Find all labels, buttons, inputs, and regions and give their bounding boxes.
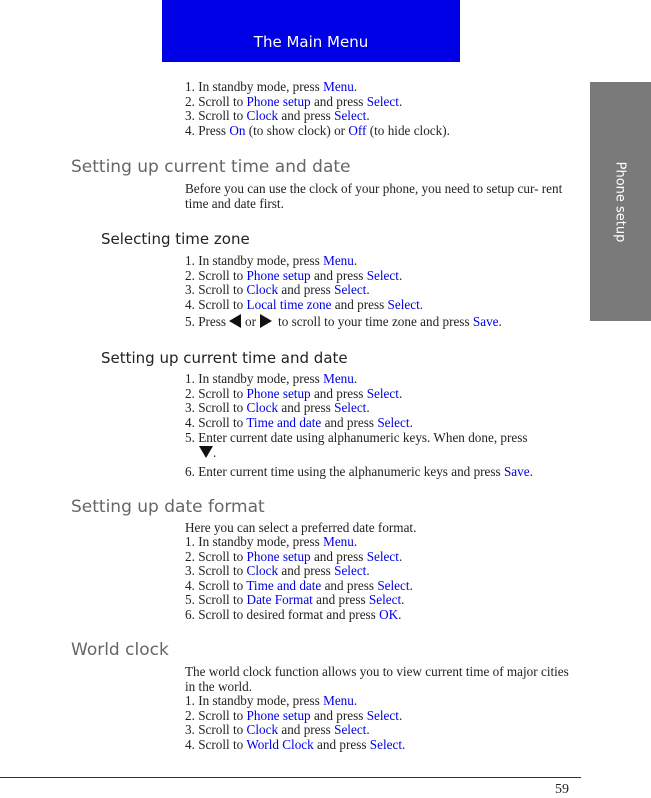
step-text: 6. Scroll to desired format and press — [185, 606, 380, 622]
step-text: 2. Scroll to — [185, 93, 247, 109]
menu-keyword: Phone setup — [246, 385, 311, 401]
step-line — [185, 694, 581, 709]
step-line — [185, 95, 581, 110]
menu-keyword: Select — [334, 722, 367, 738]
step-text: . — [398, 548, 403, 564]
left-arrow-key-icon — [229, 314, 241, 328]
step-text: and press — [278, 563, 335, 579]
menu-keyword: Select — [334, 563, 367, 579]
page-header-title: The Main Menu — [253, 33, 369, 51]
step-text: 4. Scroll to — [185, 736, 247, 752]
time-zone-step-5 — [185, 314, 581, 330]
step-line — [185, 109, 581, 124]
menu-keyword: Select — [368, 592, 402, 608]
step-text: 5. Enter current date using alphanumeric keys. When done, press — [185, 430, 528, 445]
keyword-save: Save — [472, 314, 499, 329]
step-text: 3. Scroll to — [185, 563, 247, 579]
step-line — [185, 608, 581, 623]
footer-rule — [0, 777, 581, 778]
step-line — [185, 80, 581, 95]
step-text: 1. In standby mode, press — [185, 371, 324, 386]
step-text: 2. Scroll to — [185, 385, 247, 401]
section-heading-time-date: Setting up current time and date — [71, 157, 351, 177]
menu-keyword: Phone setup — [246, 548, 311, 564]
menu-keyword: Select — [366, 385, 399, 401]
step-text: . — [401, 592, 405, 608]
step-line — [185, 416, 581, 431]
step-text: . — [353, 79, 358, 94]
step-text: . — [366, 282, 370, 298]
step-text: . — [398, 93, 403, 109]
menu-keyword: World Clock — [246, 736, 314, 752]
step-text: . — [366, 563, 370, 579]
step-text: . — [366, 722, 370, 738]
menu-keyword: Select — [369, 736, 403, 752]
step-text: 4. Press — [185, 122, 230, 138]
menu-keyword: Clock — [246, 563, 279, 579]
menu-keyword: Clock — [246, 108, 279, 124]
step-text: 1. In standby mode, press — [185, 693, 324, 708]
step-text: . — [398, 707, 403, 723]
step-text: . — [398, 267, 403, 283]
step-text: 1. In standby mode, press — [185, 79, 324, 94]
step-text: and press — [310, 267, 367, 283]
step-line — [185, 254, 581, 269]
step-line — [185, 709, 581, 724]
date-format-steps — [185, 535, 581, 623]
step-line — [185, 269, 581, 284]
menu-keyword: Select — [334, 282, 367, 298]
subheading-time-zone: Selecting time zone — [101, 230, 250, 248]
menu-keyword: Select — [366, 548, 399, 564]
step-line — [185, 124, 581, 139]
page-number: 59 — [555, 782, 569, 797]
menu-keyword: Select — [366, 267, 399, 283]
section-heading-world-clock: World clock — [71, 640, 169, 660]
step-text: and press — [278, 282, 335, 298]
page-header-banner — [162, 0, 460, 62]
menu-keyword: Menu — [323, 693, 354, 708]
menu-keyword: On — [229, 122, 246, 138]
keyword-save: Save — [503, 463, 530, 479]
step-text: or — [245, 314, 257, 329]
step-text: . — [409, 414, 413, 430]
menu-keyword: Time and date — [246, 577, 322, 593]
step-text: 4. Scroll to — [185, 577, 247, 593]
menu-keyword: Menu — [323, 79, 354, 94]
side-tab-label: Phone setup — [612, 161, 628, 243]
current-time-date-steps — [185, 372, 581, 430]
down-arrow-key-icon — [199, 446, 213, 458]
step-text: . — [353, 534, 358, 549]
step-text: . — [419, 296, 424, 312]
step-line — [185, 535, 581, 550]
step-text: (to show clock) or — [245, 122, 349, 138]
subheading-current-time-date: Setting up current time and date — [101, 349, 348, 367]
step-text: . — [366, 400, 370, 416]
step-text: . — [498, 314, 502, 329]
menu-keyword: Menu — [323, 253, 354, 268]
step-text: 3. Scroll to — [185, 400, 247, 416]
menu-keyword: Phone setup — [246, 267, 311, 283]
menu-keyword: Select — [387, 296, 420, 312]
step-text: 3. Scroll to — [185, 108, 247, 124]
step-text: and press — [278, 400, 335, 416]
current-time-date-step-5-6 — [185, 431, 581, 479]
intro-steps-list — [185, 80, 581, 138]
step-text: and press — [321, 577, 378, 593]
world-clock-steps — [185, 694, 581, 752]
step-text: . — [529, 463, 533, 479]
time-date-intro — [185, 182, 581, 211]
step-line — [185, 387, 581, 402]
step-text: and press — [310, 707, 367, 723]
step-text: 2. Scroll to — [185, 548, 247, 564]
chapter-side-tab — [590, 82, 651, 321]
step-line — [185, 593, 581, 608]
step-text: to scroll to your time zone and press — [278, 314, 473, 329]
world-clock-intro — [185, 665, 581, 694]
step-text: 1. In standby mode, press — [185, 534, 324, 549]
step-text: and press — [310, 93, 367, 109]
menu-keyword: Menu — [323, 371, 354, 386]
menu-keyword: OK — [379, 606, 399, 622]
intro-paragraph: Here you can select a preferred date format. — [185, 520, 417, 535]
time-zone-steps — [185, 254, 581, 312]
step-line — [185, 298, 581, 313]
step-text: 5. Press — [185, 314, 227, 329]
step-text: 3. Scroll to — [185, 282, 247, 298]
step-text: 5. Scroll to — [185, 592, 247, 608]
step-text: . — [402, 736, 406, 752]
step-text: and press — [313, 736, 370, 752]
intro-paragraph: Before you can use the clock of your phone, you need to setup cur- rent time and date first. — [185, 181, 563, 211]
step-text: . — [353, 693, 358, 708]
step-text: . — [213, 444, 217, 460]
step-text: and press — [310, 385, 367, 401]
step-text: 3. Scroll to — [185, 722, 247, 738]
step-line — [185, 550, 581, 565]
step-line — [185, 738, 581, 753]
step-text: and press — [312, 592, 369, 608]
step-text: and press — [331, 296, 388, 312]
step-text: . — [398, 385, 403, 401]
menu-keyword: Select — [377, 414, 410, 430]
menu-keyword: Clock — [246, 282, 279, 298]
step-text: 4. Scroll to — [185, 414, 247, 430]
step-line — [185, 579, 581, 594]
step-line — [185, 401, 581, 416]
menu-keyword: Phone setup — [246, 707, 311, 723]
step-line — [185, 372, 581, 387]
menu-keyword: Local time zone — [246, 296, 332, 312]
step-text: . — [409, 577, 413, 593]
menu-keyword: Select — [334, 108, 367, 124]
step-line — [185, 564, 581, 579]
step-line — [185, 283, 581, 298]
menu-keyword: Select — [334, 400, 367, 416]
step-text: . — [398, 606, 402, 622]
intro-paragraph: The world clock function allows you to view current time of major cities in the world. — [185, 664, 569, 694]
menu-keyword: Phone setup — [246, 93, 311, 109]
menu-keyword: Clock — [246, 722, 279, 738]
step-text: 1. In standby mode, press — [185, 253, 324, 268]
menu-keyword: Select — [366, 93, 399, 109]
step-text: 2. Scroll to — [185, 707, 247, 723]
step-text: (to hide clock). — [366, 122, 450, 138]
section-heading-date-format: Setting up date format — [71, 497, 265, 517]
menu-keyword: Select — [377, 577, 410, 593]
menu-keyword: Time and date — [246, 414, 322, 430]
step-text: and press — [278, 108, 335, 124]
menu-keyword: Off — [348, 122, 367, 138]
step-line — [185, 723, 581, 738]
menu-keyword: Clock — [246, 400, 279, 416]
step-text: 4. Scroll to — [185, 296, 247, 312]
menu-keyword: Date Format — [246, 592, 313, 608]
step-text: and press — [278, 722, 335, 738]
step-text: . — [353, 371, 358, 386]
step-text: and press — [321, 414, 378, 430]
step-text: 6. Enter current time using the alphanumeric keys and press — [185, 463, 504, 479]
menu-keyword: Menu — [323, 534, 354, 549]
step-text: and press — [310, 548, 367, 564]
step-text: 2. Scroll to — [185, 267, 247, 283]
step-text: . — [353, 253, 358, 268]
right-arrow-key-icon — [260, 314, 272, 328]
menu-keyword: Select — [366, 707, 399, 723]
step-text: . — [366, 108, 370, 124]
